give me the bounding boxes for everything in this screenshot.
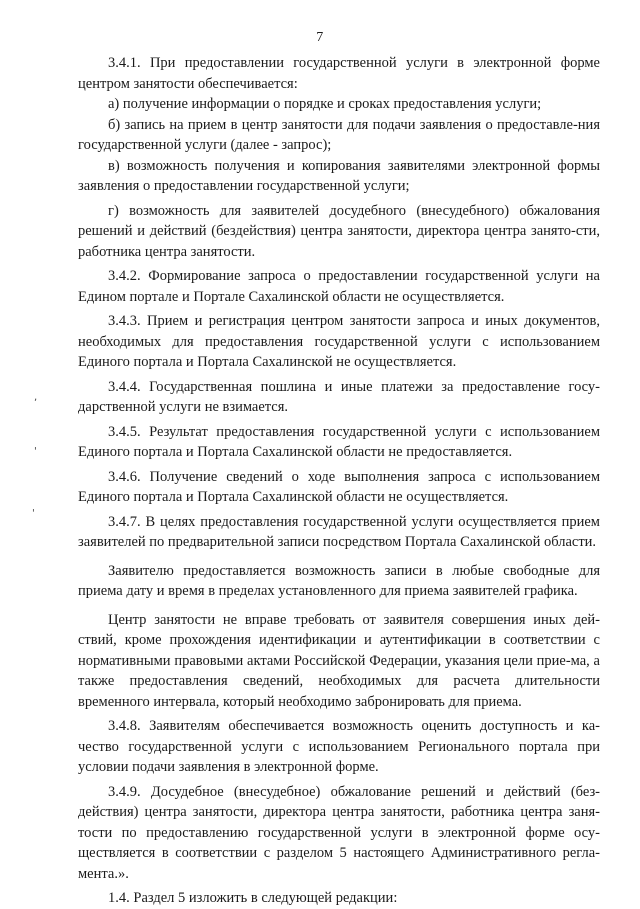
margin-mark: , <box>34 392 38 403</box>
paragraph-appointment: Заявителю предоставляется возможность записи в любые свободные для приема дату и время в пределах установленного для приема заявителей графика. <box>78 562 600 599</box>
list-item-b: б) запись на прием в центр занятости для подачи заявления о предоставле-ния государственной услуги (далее - запрос); <box>78 116 600 153</box>
paragraph-3-4-4: 3.4.4. Государственная пошлина и иные платежи за предоставление госу-дарственной услуги не взимается. <box>78 378 600 415</box>
list-item-g: г) возможность для заявителей досудебного (внесудебного) обжалования решений и действий (бездействия) центра занятости, директора центра занято-сти, работника центра занятости. <box>78 202 600 260</box>
paragraph-3-4-7: 3.4.7. В целях предоставления государственной услуги осуществляется прием заявителей по предварительной записи посредством Портала Сахалинской области. <box>78 513 600 550</box>
document-body <box>78 53 600 909</box>
paragraph-restrictions: Центр занятости не вправе требовать от заявителя совершения иных дей-ствий, кроме прохождения идентификации и аутентификации в соответствии с нормативными правовыми актами Российской Федерации, указания цели прие-ма, а также предоставления сведений, необходимых для расчета длительности временного интервала, который необходимо забронировать для приема. <box>78 611 600 710</box>
paragraph-3-4-1: 3.4.1. При предоставлении государственной услуги в электронной форме центром занятости обеспечивается: <box>78 55 600 92</box>
paragraph-3-4-5: 3.4.5. Результат предоставления государственной услуги с использованием Единого портала и Портала Сахалинской области не предоставляется. <box>78 423 600 460</box>
paragraph-3-4-8: 3.4.8. Заявителям обеспечивается возможность оценить доступность и ка-чество государственной услуги с использованием Регионального портала при условии подачи заявления в электронной форме. <box>78 718 600 775</box>
paragraph-3-4-2: 3.4.2. Формирование запроса о предоставлении государственной услуги на Едином портале и Портале Сахалинской области не осуществляется. <box>78 268 600 305</box>
margin-mark: ' <box>34 446 37 457</box>
margin-mark: ' <box>32 508 35 519</box>
list-item-a: а) получение информации о порядке и сроках предоставления услуги; <box>108 96 542 112</box>
list-item-v: в) возможность получения и копирования заявителями электронной формы заявления о предоставлении государственной услуги; <box>78 157 600 194</box>
paragraph-1-4: 1.4. Раздел 5 изложить в следующей редакции: <box>108 890 398 906</box>
paragraph-3-4-3: 3.4.3. Прием и регистрация центром занятости запроса и иных документов, необходимых для предоставления государственной услуги с использованием Единого портала и Портала Сахалинской не осуществляется. <box>78 313 600 370</box>
paragraph-3-4-9: 3.4.9. Досудебное (внесудебное) обжалование решений и действий (без-действия) центра занятости, директора центра занятости, работника центра заня-тости по предоставлению государственной услуги в электронной форме осу-ществляется в соответствии с разделом 5 настоящего Административного регла-мента.». <box>78 783 600 882</box>
paragraph-3-4-6: 3.4.6. Получение сведений о ходе выполнения запроса с использованием Единого портала и Портала Сахалинской области не осуществляется. <box>78 468 600 505</box>
page-number: 7 <box>316 30 324 45</box>
